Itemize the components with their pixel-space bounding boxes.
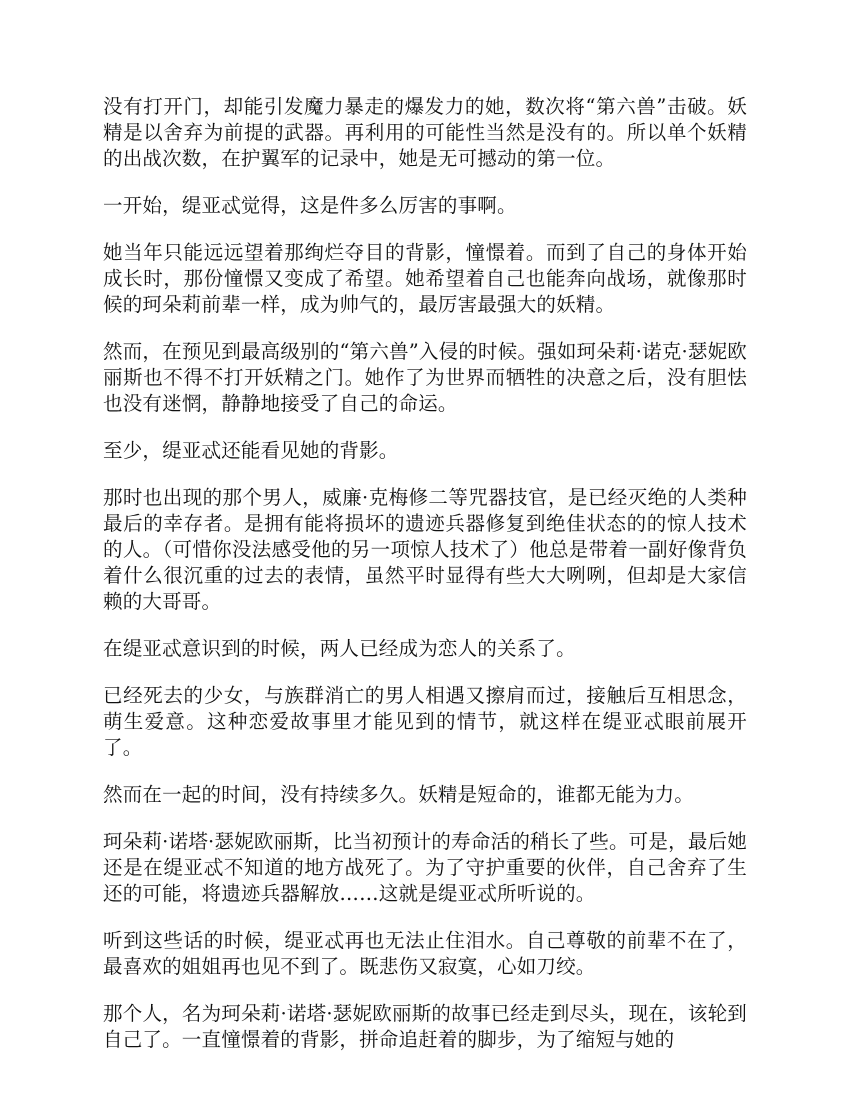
document-page [103, 94, 747, 1074]
paragraph-9: 然而在一起的时间，没有持续多久。妖精是短命的，谁都无能为力。 [103, 783, 695, 806]
paragraph-3: 她当年只能远远望着那绚烂夺目的背影，憧憬着。而到了自己的身体开始成长时，那份憧憬又变成了希望。她希望着自己也能奔向战场，就像那时候的珂朵莉前辈一样，成为帅气的，最厉害最强大的妖精。 [103, 241, 747, 316]
paragraph-2: 一开始，缇亚忒觉得，这是件多么厉害的事啊。 [103, 194, 517, 217]
paragraph-7: 在缇亚忒意识到的时候，两人已经成为恋人的关系了。 [103, 637, 576, 660]
paragraph-12: 那个人，名为珂朵莉·诺塔·瑟妮欧丽斯的故事已经走到尽头，现在，该轮到自己了。一直憧憬着的背影，拼命追赶着的脚步，为了缩短与她的 [103, 1002, 747, 1051]
paragraph-4: 然而，在预见到最高级别的“第六兽”入侵的时候。强如珂朵莉·诺克·瑟妮欧丽斯也不得不打开妖精之门。她作了为世界而牺牲的决意之后，没有胆怯也没有迷惘，静静地接受了自己的命运。 [103, 340, 747, 415]
paragraph-11: 听到这些话的时候，缇亚忒再也无法止住泪水。自己尊敬的前辈不在了，最喜欢的姐姐再也见不到了。既悲伤又寂寞，心如刀绞。 [103, 929, 747, 978]
paragraph-1: 没有打开门，却能引发魔力暴走的爆发力的她，数次将“第六兽”击破。妖精是以舍弃为前提的武器。再利用的可能性当然是没有的。所以单个妖精的出战次数，在护翼军的记录中，她是无可撼动的第一位。 [103, 95, 747, 170]
paragraph-10: 珂朵莉·诺塔·瑟妮欧丽斯，比当初预计的寿命活的稍长了些。可是，最后她还是在缇亚忒不知道的地方战死了。为了守护重要的伙伴，自己舍弃了生还的可能，将遗迹兵器解放……这就是缇亚忒所听说的。 [103, 830, 747, 905]
paragraph-5: 至少，缇亚忒还能看见她的背影。 [103, 439, 399, 462]
paragraph-6: 那时也出现的那个男人，威廉·克梅修二等咒器技官，是已经灭绝的人类种最后的幸存者。是拥有能将损坏的遗迹兵器修复到绝佳状态的的惊人技术的人。（可惜你没法感受他的另一项惊人技术了）他总是带着一副好像背负着什么很沉重的过去的表情，虽然平时显得有些大大咧咧，但却是大家信赖的大哥哥。 [103, 486, 747, 613]
paragraph-8: 已经死去的少女，与族群消亡的男人相遇又擦肩而过，接触后互相思念，萌生爱意。这种恋爱故事里才能见到的情节，就这样在缇亚忒眼前展开了。 [103, 684, 747, 759]
